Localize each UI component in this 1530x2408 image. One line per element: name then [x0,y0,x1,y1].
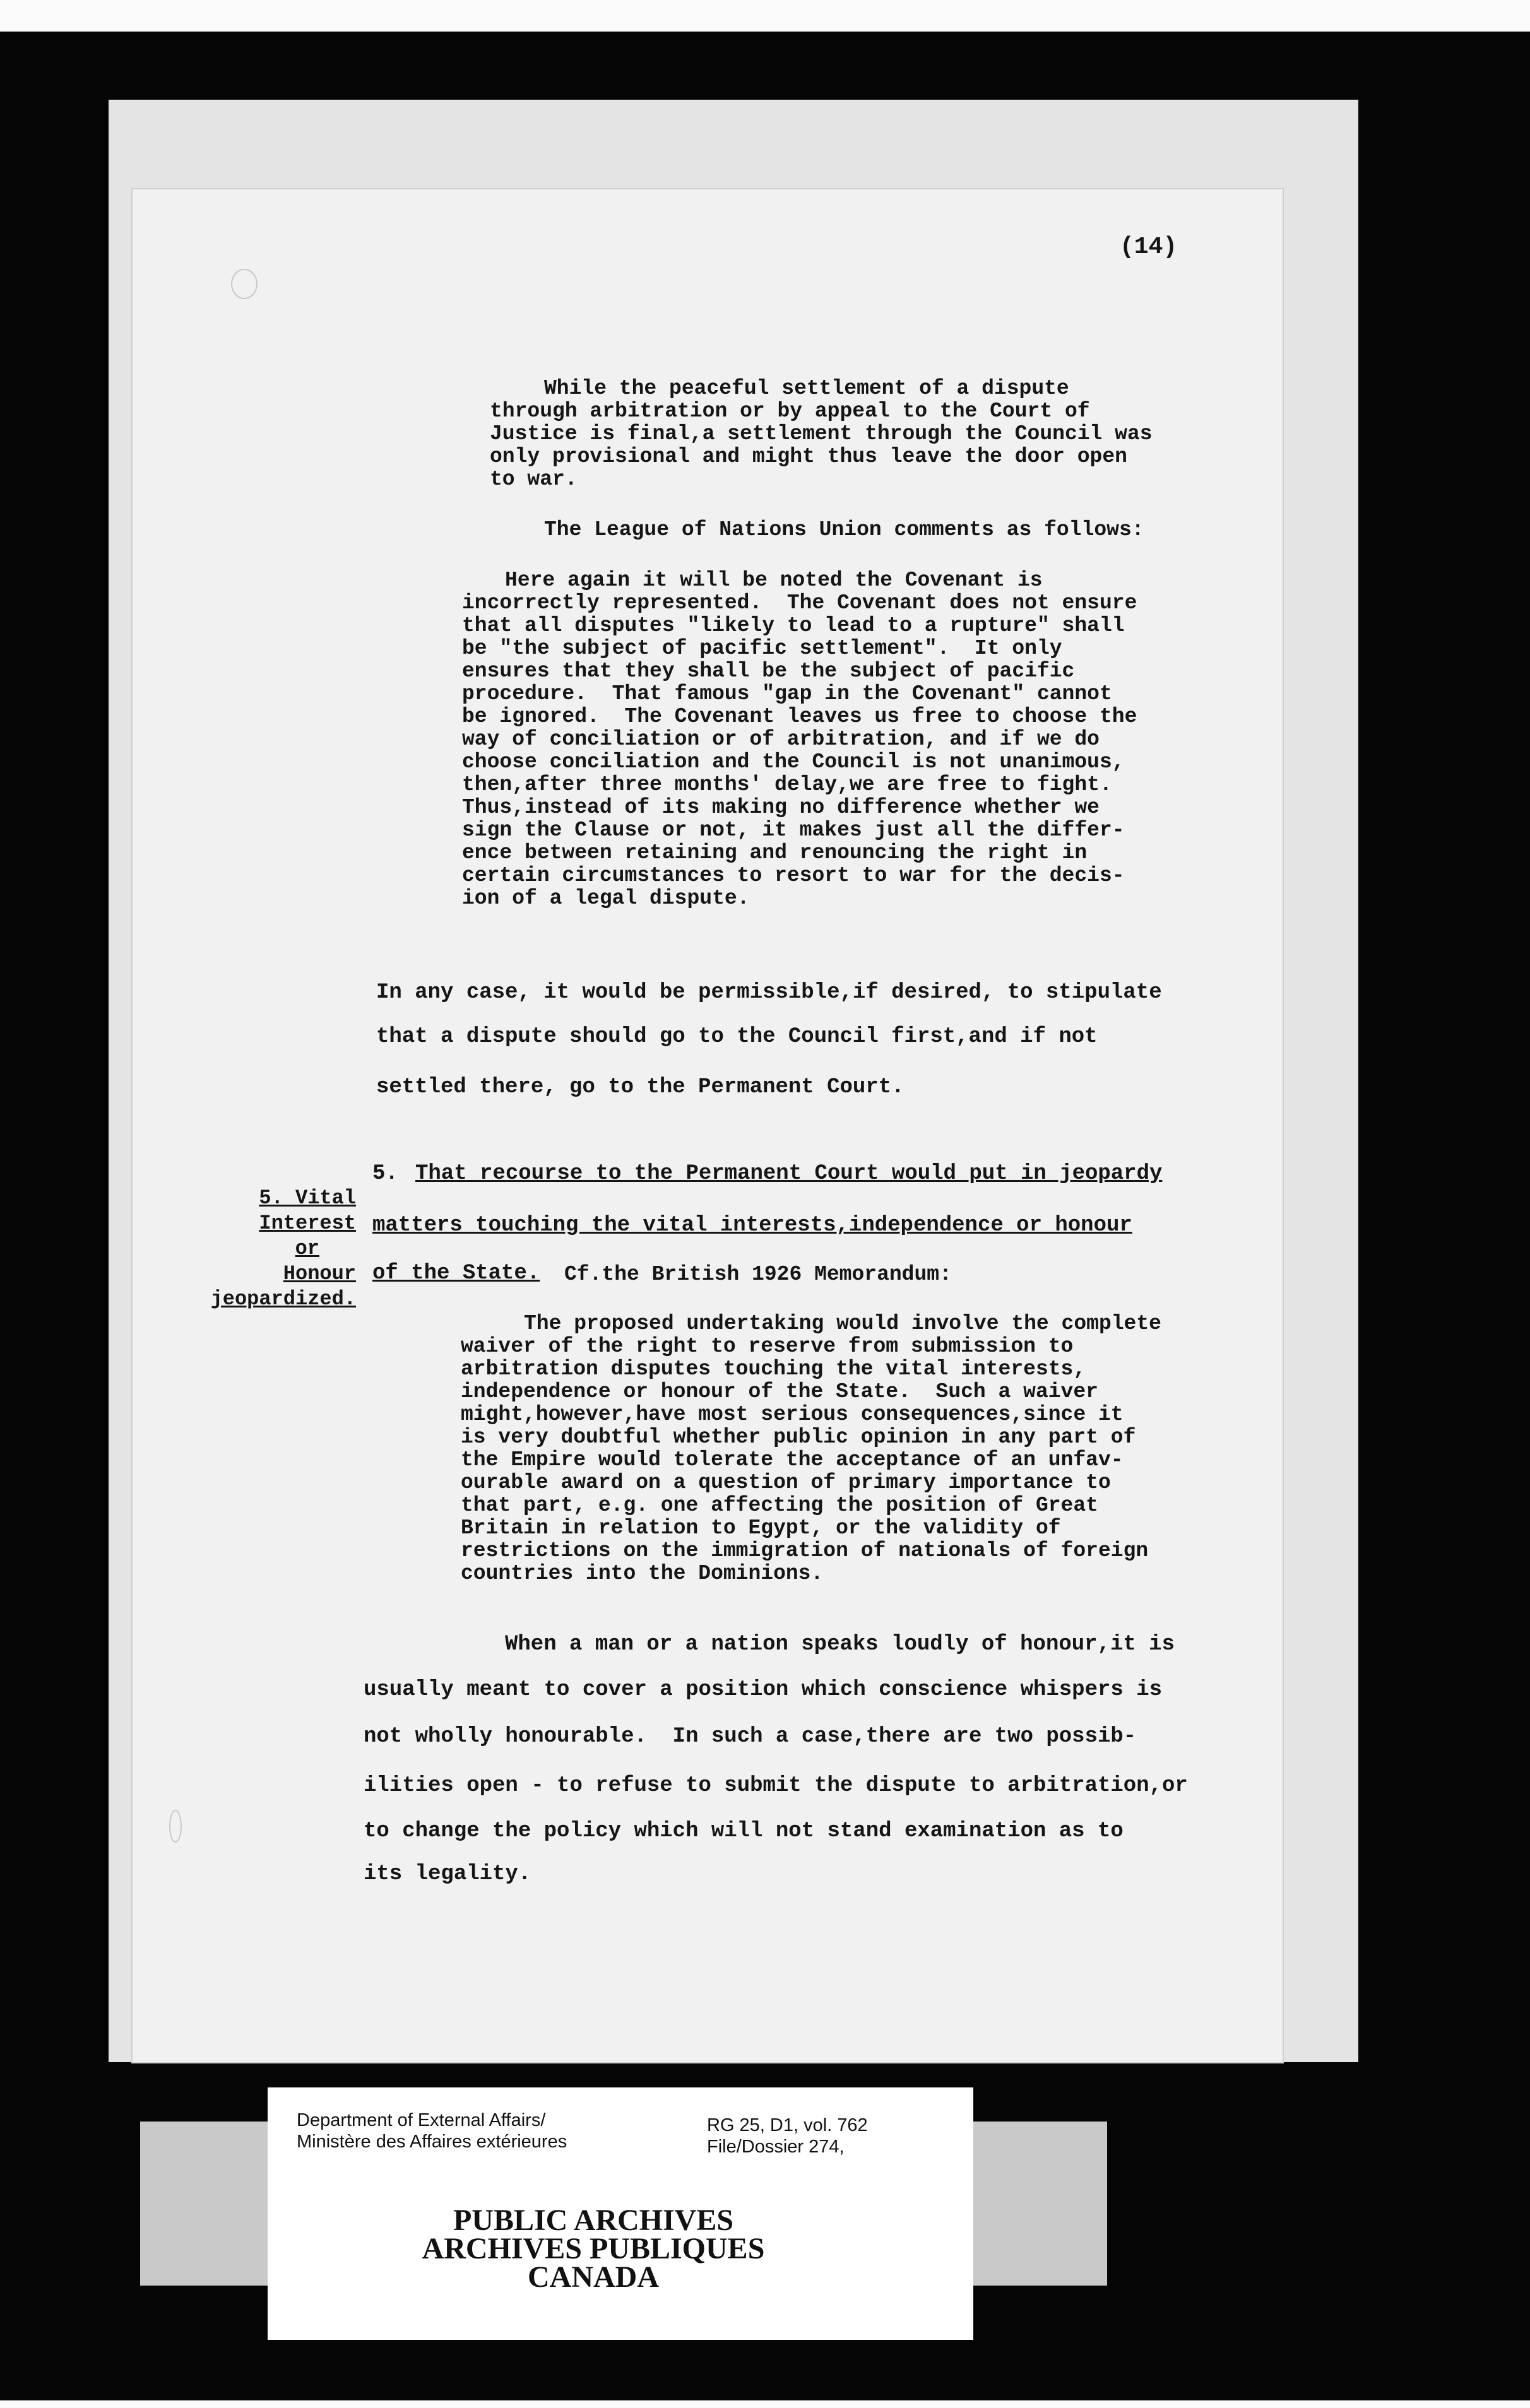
margin-note-line: 5. Vital [259,1186,356,1210]
section-heading-line: That recourse to the Permanent Court would put in jeopardy [415,1162,1163,1186]
league-quote-line: ensures that they shall be the subject of pacific [462,659,1075,683]
league-quote-line: be ignored. The Covenant leaves us free to choose the [462,705,1137,728]
memorandum-quote-line: the Empire would tolerate the acceptance of an unfav- [461,1448,1124,1472]
memorandum-quote-line: is very doubtful whether public opinion in any part of [461,1425,1136,1449]
league-quote-line: certain circumstances to resort to war for the decis- [462,864,1125,887]
memorandum-quote-line: that part, e.g. one affecting the position of Great [461,1494,1098,1517]
closing-line: its legality. [364,1862,531,1886]
permissible-line: settled there, go to the Permanent Court. [376,1075,904,1099]
memorandum-quote-line: ourable award on a question of primary importance to [461,1471,1111,1494]
memorandum-quote-line: independence or honour of the State. Such a waiver [461,1380,1098,1403]
memorandum-quote-line: waiver of the right to reserve from submission to [461,1335,1074,1358]
memorandum-reference: Cf.the British 1926 Memorandum: [564,1263,952,1286]
margin-note-line: Interest [259,1212,356,1235]
league-quote-line: Here again it will be noted the Covenant is [505,569,1043,592]
closing-line: not wholly honourable. In such a case,there are two possib- [364,1725,1137,1749]
closing-line: ilities open - to refuse to submit the dispute to arbitration,or [364,1774,1188,1798]
margin-note-line: Honour [283,1262,356,1285]
closing-line: When a man or a nation speaks loudly of honour,it is [505,1632,1175,1656]
archive-reference-label [268,2087,973,2188]
intro-line: Justice is final,a settlement through the Council was [490,422,1153,446]
league-quote-line: Thus,instead of its making no difference whether we [462,796,1100,819]
margin-note-line: jeopardized. [210,1287,356,1311]
permissible-line: that a dispute should go to the Council first,and if not [376,1025,1098,1049]
memorandum-quote-line: countries into the Dominions. [461,1562,824,1585]
archive-stamp-line: CANADA [528,2260,659,2294]
intro-line: only provisional and might thus leave the door open [490,445,1127,468]
file-number: File/Dossier 274, [707,2137,845,2157]
league-quote-line: procedure. That famous "gap in the Covenant" cannot [462,682,1112,705]
section-heading-line: of the State. [372,1261,540,1285]
permissible-line: In any case, it would be permissible,if desired, to stipulate [376,981,1162,1005]
punch-hole-bottom [169,1810,182,1843]
department-french: Ministère des Affaires extérieures [297,2132,567,2152]
league-quote-line: then,after three months' delay,we are free to fight. [462,773,1112,796]
league-quote-line: ion of a legal dispute. [462,887,750,910]
scan-frame-top [0,0,1530,32]
league-quote-line: ence between retaining and renouncing the right in [462,841,1088,865]
record-group: RG 25, D1, vol. 762 [707,2115,868,2135]
closing-line: usually meant to cover a position which conscience whispers is [364,1678,1163,1702]
archive-stamp-line: PUBLIC ARCHIVES [453,2204,734,2237]
league-quote-line: choose conciliation and the Council is not unanimous, [462,750,1125,774]
memorandum-quote-line: restrictions on the immigration of nationals of foreign [461,1539,1149,1562]
archive-stamp [372,2206,814,2294]
memorandum-quote-line: Britain in relation to Egypt, or the validity of [461,1516,1061,1540]
league-quote-line: be "the subject of pacific settlement". It only [462,637,1062,660]
memorandum-quote-line: arbitration disputes touching the vital interests, [461,1357,1086,1381]
memorandum-quote-line: The proposed undertaking would involve the complete [524,1312,1161,1335]
league-quote-line: way of conciliation or of arbitration, and if we do [462,728,1100,751]
league-quote-line: that all disputes "likely to lead to a rupture" shall [462,614,1125,637]
memorandum-quote-line: might,however,have most serious consequences,since it [461,1403,1124,1426]
section-number: 5. [372,1162,398,1186]
league-comment-intro: The League of Nations Union comments as follows: [544,518,1144,541]
closing-line: to change the policy which will not stand examination as to [364,1819,1124,1843]
archive-stamp-line: ARCHIVES PUBLIQUES [422,2232,765,2265]
department-english: Department of External Affairs/ [297,2110,546,2130]
section-heading-line: matters touching the vital interests,independence or honour [372,1213,1132,1237]
intro-line: to war. [490,468,578,491]
intro-line: through arbitration or by appeal to the Court of [490,399,1090,423]
page-number: (14) [1120,233,1178,261]
league-quote-line: incorrectly represented. The Covenant does not ensure [462,591,1137,615]
scan-frame-bottom [0,2400,1530,2408]
intro-line: While the peaceful settlement of a dispute [544,377,1069,400]
margin-note-line: or [295,1237,319,1260]
punch-hole-top [231,269,258,299]
league-quote-line: sign the Clause or not, it makes just all the differ- [462,818,1125,842]
